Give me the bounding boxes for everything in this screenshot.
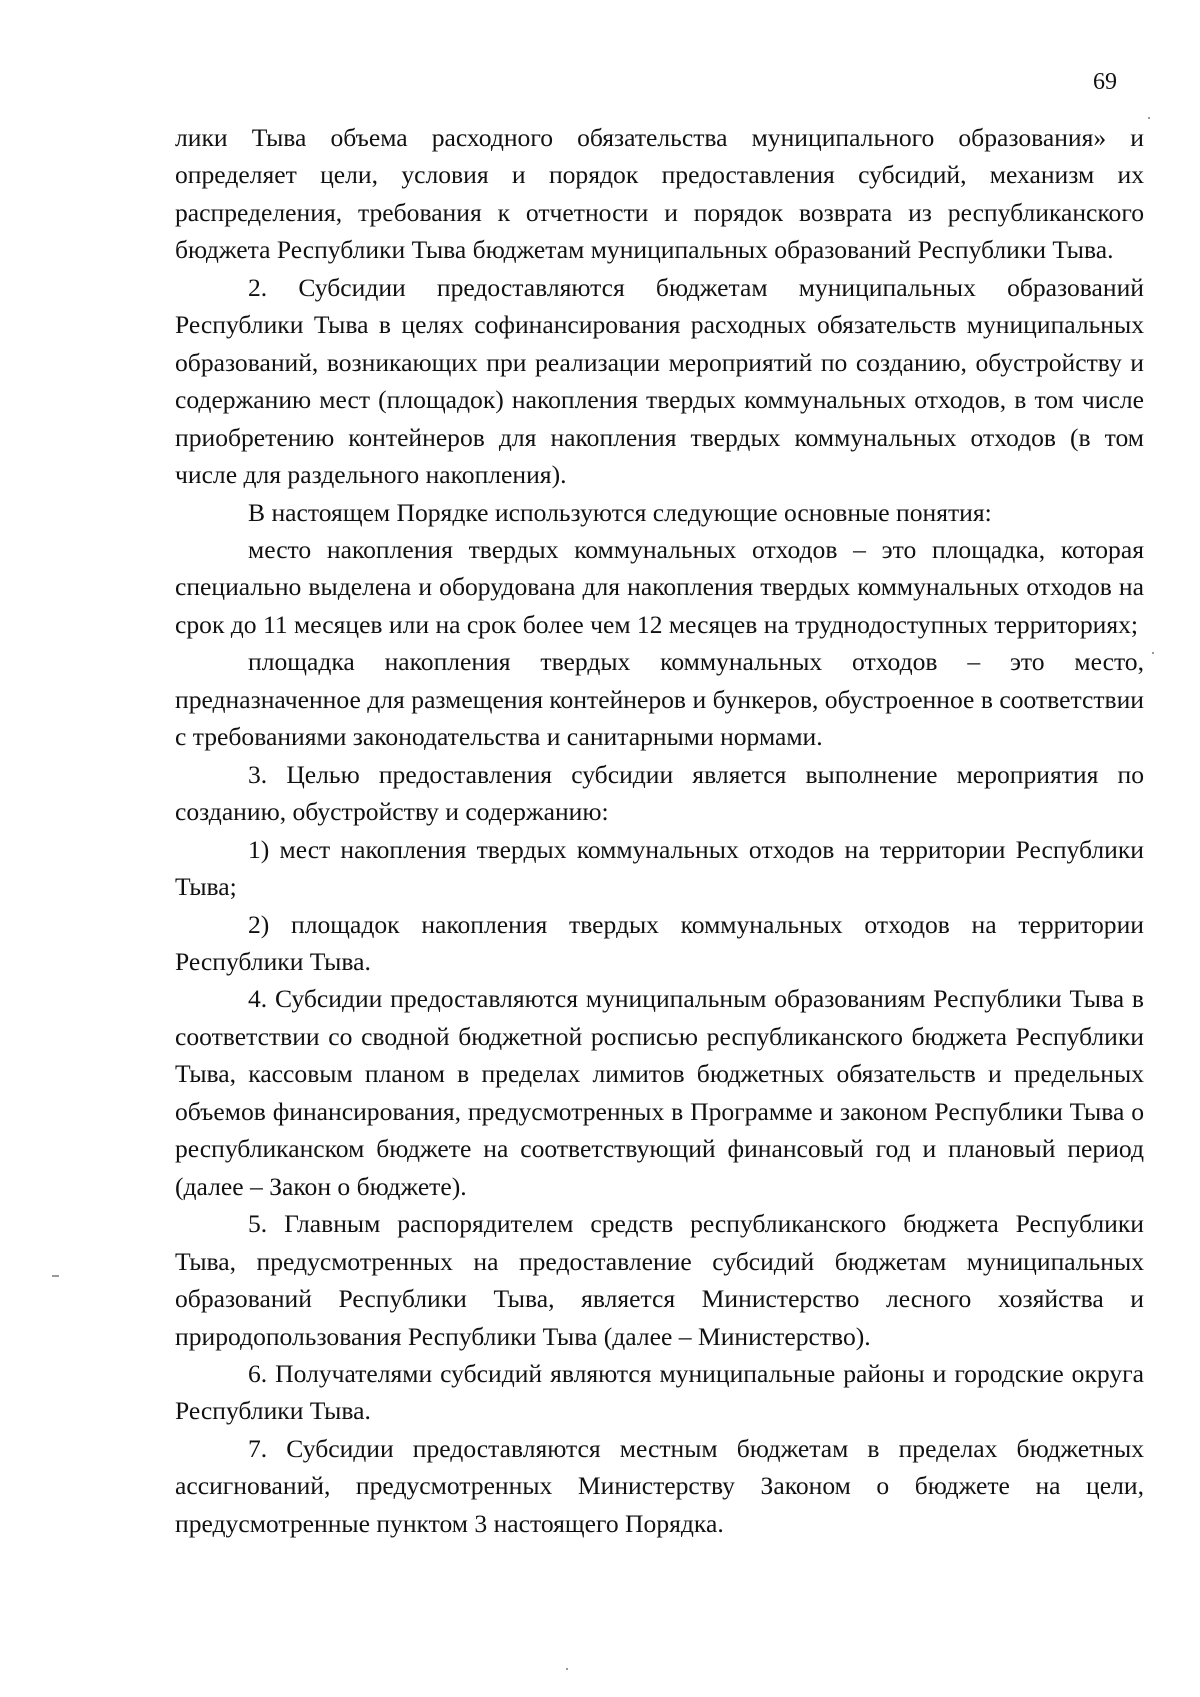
paragraph-item-7: 7. Субсидии предоставляются местным бюджетам в пределах бюджетных ассигнований, предусмотренных Министерству Законом о бюджете на цели, предусмотренные пунктом 3 настоящего Порядка. [175, 1433, 1144, 1538]
scan-speck [566, 1668, 568, 1670]
paragraph-item-4: 4. Субсидии предоставляются муниципальным образованиям Республики Тыва в соответствии со сводной бюджетной росписью республиканского бюджета Республики Тыва, кассовым планом в пределах лимитов бюджетных обязательств и предельных объемов финансирования, предусмотренных в Программе и законом Республики Тыва о республиканском бюджете на соответствующий финансовый год и плановый период (далее – Закон о бюджете). [175, 984, 1144, 1201]
paragraph-item-2: 2. Субсидии предоставляются бюджетам муниципальных образований Республики Тыва в целях софинансирования расходных обязательств муниципальных образований, возникающих при реализации мероприятий по созданию, обустройству и содержанию мест (площадок) накопления твердых коммунальных отходов, в том числе приобретению контейнеров для накопления твердых коммунальных отходов (в том числе для раздельного накопления). [175, 272, 1144, 490]
page-number: 69 [1093, 69, 1117, 95]
paragraph-item-3-subitem-1: 1) мест накопления твердых коммунальных отходов на территории Республики Тыва; [175, 834, 1144, 902]
paragraph-continuation: лики Тыва объема расходного обязательства муниципального образования» и определяет цели, условия и порядок предоставления субсидий, механизм их распределения, требования к отчетности и порядок возврата из республиканского бюджета Республики Тыва бюджетам муниципальных образований Республики Тыва. [175, 123, 1144, 265]
scan-speck [52, 1275, 59, 1277]
document-body [175, 119, 1144, 1542]
paragraph-definition-accumulation-place: место накопления твердых коммунальных отходов – это площадка, которая специально выделена и оборудована для накопления твердых коммунальных отходов на срок до 11 месяцев или на срок более чем 12 месяцев на труднодоступных территориях; [175, 534, 1144, 639]
scan-speck [1148, 117, 1150, 119]
scan-speck [1152, 652, 1154, 654]
paragraph-item-5: 5. Главным распорядителем средств республиканского бюджета Республики Тыва, предусмотренных на предоставление субсидий бюджетам муниципальных образований Республики Тыва, является Министерство лесного хозяйства и природопользования Республики Тыва (далее – Министерство). [175, 1209, 1144, 1351]
paragraph-definitions-intro: В настоящем Порядке используются следующие основные понятия: [248, 497, 992, 527]
paragraph-definition-accumulation-site: площадка накопления твердых коммунальных отходов – это место, предназначенное для размещения контейнеров и бункеров, обустроенное в соответствии с требованиями законодательства и санитарными нормами. [175, 647, 1144, 752]
paragraph-item-3-subitem-2: 2) площадок накопления твердых коммунальных отходов на территории Республики Тыва. [175, 909, 1144, 976]
paragraph-item-3: 3. Целью предоставления субсидии является выполнение мероприятия по созданию, обустройству и содержанию: [175, 759, 1144, 827]
paragraph-item-6: 6. Получателями субсидий являются муниципальные районы и городские округа Республики Тыва. [175, 1358, 1144, 1426]
